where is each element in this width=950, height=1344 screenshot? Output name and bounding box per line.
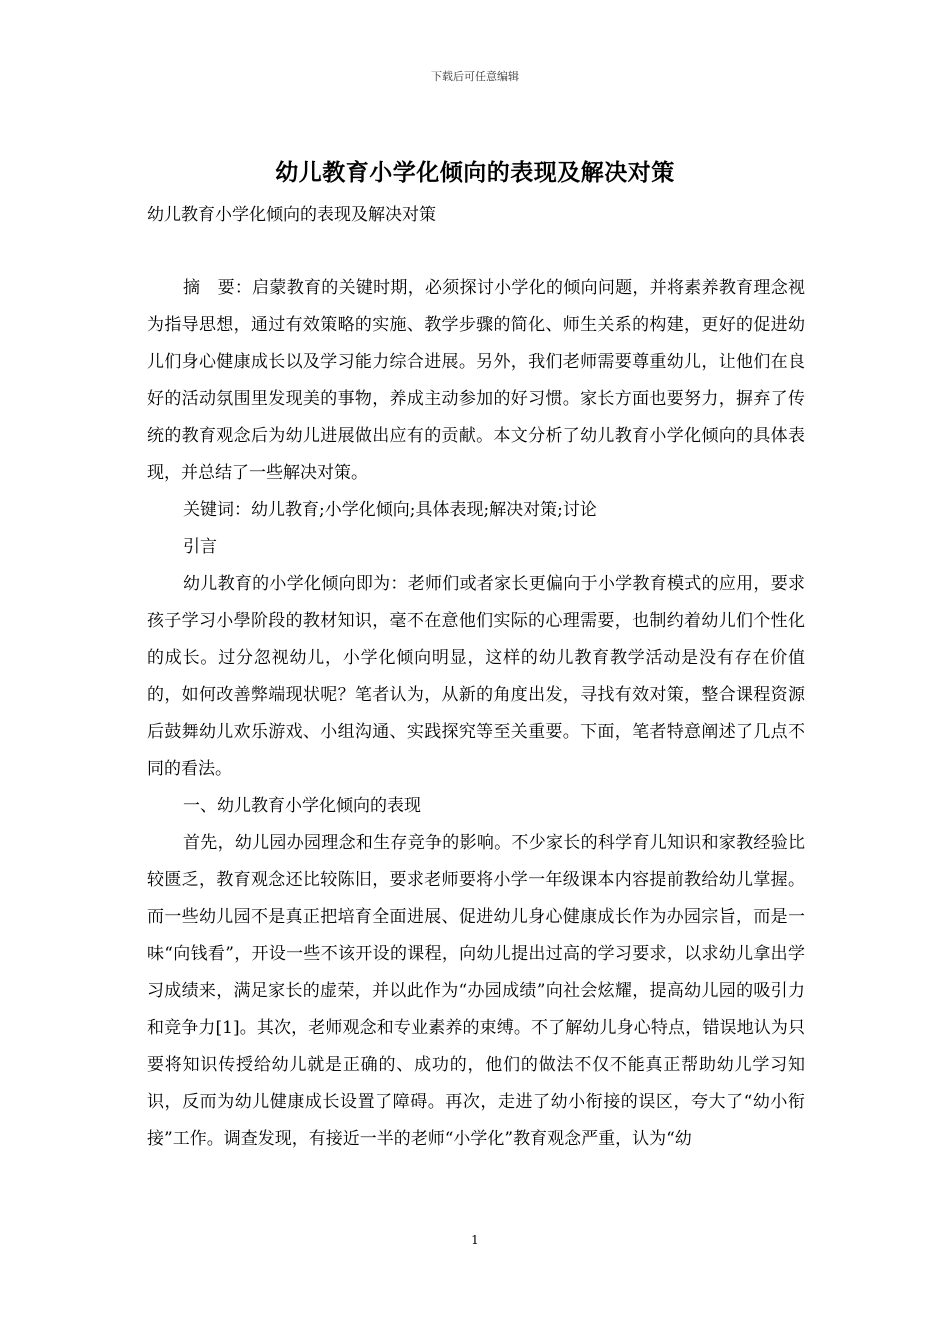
- introduction-paragraph: 幼儿教育的小学化倾向即为：老师们或者家长更偏向于小学教育模式的应用，要求孩子学习小學阶段的教材知识，毫不在意他们实际的心理需要，也制约着幼儿们个性化的成长。过分忽视幼儿，小学化倾向明显，这样的幼儿教育教学活动是没有存在价值的，如何改善弊端现状呢？笔者认为，从新的角度出发，寻找有效对策，整合课程资源后鼓舞幼儿欢乐游戏、小组沟通、实践探究等至关重要。下面，笔者特意阐述了几点不同的看法。: [147, 574, 805, 779]
- page-number: 1: [471, 1233, 479, 1247]
- header-note: 下载后可任意编辑: [431, 70, 519, 83]
- document-title: 幼儿教育小学化倾向的表现及解决对策: [275, 159, 675, 186]
- abstract-paragraph: 摘 要：启蒙教育的关键时期，必须探讨小学化的倾向问题，并将素养教育理念视为指导思想，通过有效策略的实施、教学步骤的简化、师生关系的构建，更好的促进幼儿们身心健康成长以及学习能力综合进展。另外，我们老师需要尊重幼儿，让他们在良好的活动氛围里发现美的事物，养成主动参加的好习惯。家长方面也要努力，摒弃了传统的教育观念后为幼儿进展做出应有的贡献。本文分析了幼儿教育小学化倾向的具体表现，并总结了一些解决对策。: [147, 278, 805, 483]
- keywords-paragraph: 关键词：幼儿教育;小学化倾向;具体表现;解决对策;讨论: [183, 500, 597, 520]
- section-heading-introduction: 引言: [183, 537, 217, 557]
- document-body: [147, 270, 805, 1158]
- section-heading-one: 一、幼儿教育小学化倾向的表现: [183, 796, 421, 816]
- document-subtitle: 幼儿教育小学化倾向的表现及解决对策: [147, 205, 436, 225]
- section-one-paragraph: 首先，幼儿园办园理念和生存竞争的影响。不少家长的科学育儿知识和家教经验比较匮乏，教育观念还比较陈旧，要求老师要将小学一年级课本内容提前教给幼儿掌握。而一些幼儿园不是真正把培育全面进展、促进幼儿身心健康成长作为办园宗旨，而是一味“向钱看”，开设一些不该开设的课程，向幼儿提出过高的学习要求，以求幼儿拿出学习成绩来，满足家长的虚荣，并以此作为“办园成绩”向社会炫耀，提高幼儿园的吸引力和竞争力[1]。其次，老师观念和专业素养的束缚。不了解幼儿身心特点，错误地认为只要将知识传授给幼儿就是正确的、成功的，他们的做法不仅不能真正帮助幼儿学习知识，反而为幼儿健康成长设置了障碍。再次，走进了幼小衔接的误区，夸大了“幼小衔接”工作。调查发现，有接近一半的老师“小学化”教育观念严重，认为“幼: [147, 833, 805, 1149]
